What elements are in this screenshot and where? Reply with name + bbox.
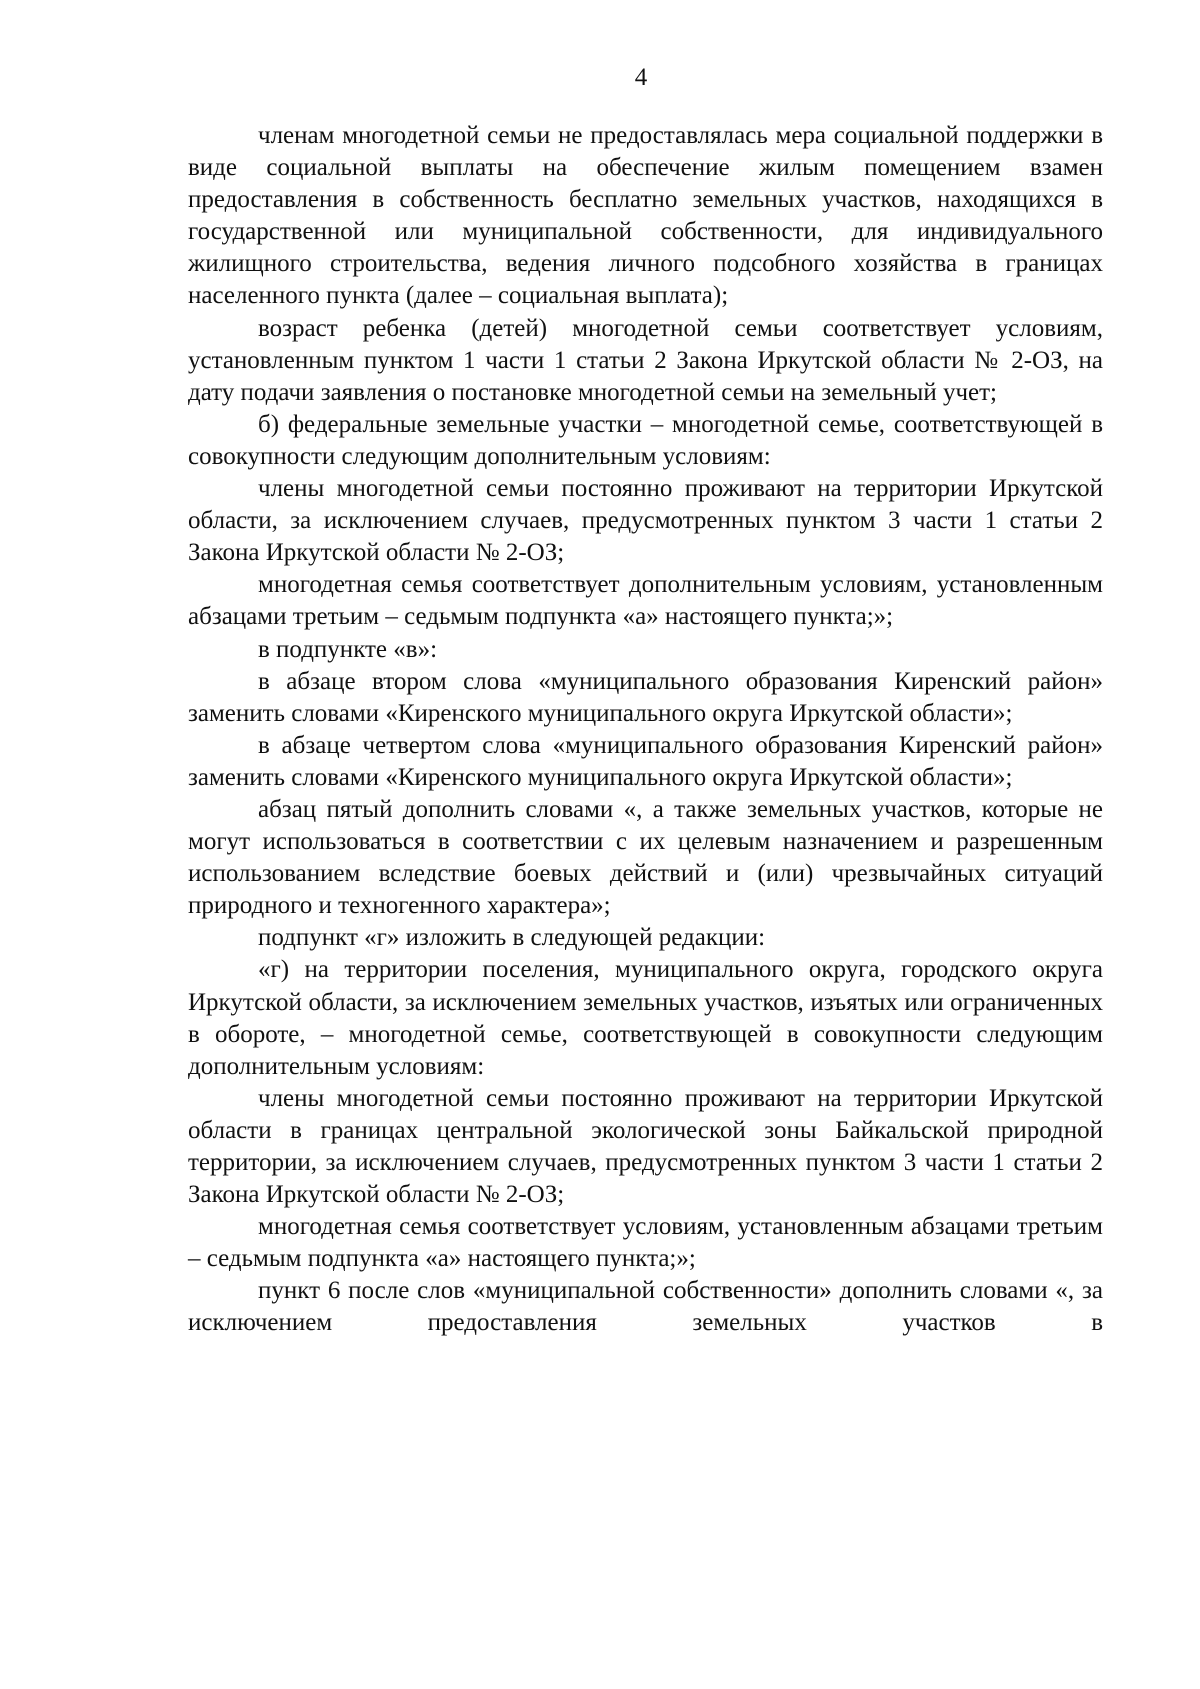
paragraph: члены многодетной семьи постоянно проживают на территории Иркутской области в границах центральной экологической зоны Байкальской природной территории, за исключением случаев, предусмотренных пунктом 3 части 1 статьи 2 Закона Иркутской области № 2-ОЗ;: [188, 1084, 1103, 1209]
paragraph: многодетная семья соответствует условиям, установленным абзацами третьим – седьмым подпункта «а» настоящего пункта;»;: [188, 1213, 1103, 1273]
paragraph: члены многодетной семьи постоянно проживают на территории Иркутской области, за исключением случаев, предусмотренных пунктом 3 части 1 статьи 2 Закона Иркутской области № 2-ОЗ;: [188, 475, 1103, 567]
paragraph: подпункт «г» изложить в следующей редакции:: [258, 924, 766, 952]
document-body: [188, 120, 1103, 1340]
paragraph: возраст ребенка (детей) многодетной семьи соответствует условиям, установленным пунктом 1 части 1 статьи 2 Закона Иркутской области № 2-ОЗ, на дату подачи заявления о постановке многодетной семьи на земельный учет;: [188, 314, 1103, 406]
paragraph: в подпункте «в»:: [258, 635, 438, 663]
page-number: 4: [634, 64, 648, 91]
paragraph: пункт 6 после слов «муниципальной собственности» дополнить словами «, за исключением предоставления земельных участков в: [188, 1277, 1103, 1337]
paragraph: абзац пятый дополнить словами «, а также земельных участков, которые не могут использоваться в соответствии с их целевым назначением и разрешенным использованием вследствие боевых действий и (или) чрезвычайных ситуаций природного и техногенного характера»;: [188, 795, 1103, 920]
paragraph: многодетная семья соответствует дополнительным условиям, установленным абзацами третьим – седьмым подпункта «а» настоящего пункта;»;: [188, 571, 1103, 631]
paragraph: в абзаце четвертом слова «муниципального образования Киренский район» заменить словами «Киренского муниципального округа Иркутской области»;: [188, 731, 1103, 791]
paragraph: «г) на территории поселения, муниципального округа, городского округа Иркутской области, за исключением земельных участков, изъятых или ограниченных в обороте, – многодетной семье, соответствующей в совокупности следующим дополнительным условиям:: [188, 956, 1103, 1080]
paragraph: в абзаце втором слова «муниципального образования Киренский район» заменить словами «Киренского муниципального округа Иркутской области»;: [188, 667, 1103, 727]
paragraph: членам многодетной семьи не предоставлялась мера социальной поддержки в виде социальной выплаты на обеспечение жилым помещением взамен предоставления в собственность бесплатно земельных участков, находящихся в государственной или муниципальной собственности, для индивидуального жилищного строительства, ведения личного подсобного хозяйства в границах населенного пункта (далее – социальная выплата);: [188, 122, 1103, 310]
paragraph: б) федеральные земельные участки – многодетной семье, соответствующей в совокупности следующим дополнительным условиям:: [188, 410, 1103, 470]
